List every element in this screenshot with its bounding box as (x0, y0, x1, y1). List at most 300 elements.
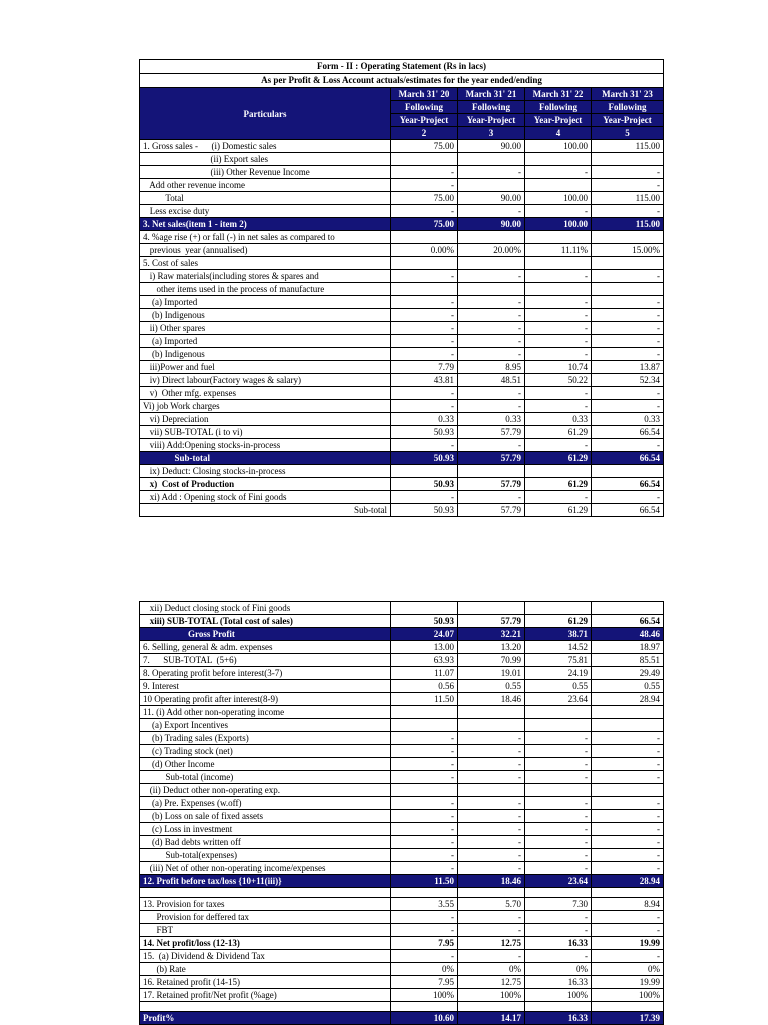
table-row (140, 888, 664, 898)
row-value: - (458, 797, 525, 810)
row-value: - (525, 745, 592, 758)
table-row (140, 179, 664, 192)
row-value (592, 719, 664, 732)
row-value: - (592, 309, 664, 322)
row-value: - (525, 400, 592, 413)
row-value: - (391, 911, 458, 924)
row-value: - (391, 205, 458, 218)
row-value: 57.79 (458, 478, 525, 491)
row-value: - (592, 322, 664, 335)
row-value: 61.29 (525, 615, 592, 628)
column-number: 4 (525, 127, 592, 140)
row-value: - (391, 823, 458, 836)
row-value: 18.97 (592, 641, 664, 654)
row-value: - (458, 400, 525, 413)
row-value: - (391, 810, 458, 823)
row-value: - (525, 309, 592, 322)
table-row (140, 400, 664, 413)
row-value: 8.95 (458, 361, 525, 374)
table-row (140, 387, 664, 400)
row-label: other items used in the process of manufacture (140, 283, 391, 296)
row-value: 75.00 (391, 192, 458, 205)
row-value: - (391, 179, 458, 192)
table-row (140, 335, 664, 348)
row-value: - (592, 823, 664, 836)
row-value (391, 1002, 458, 1012)
row-value: - (592, 491, 664, 504)
table-row (140, 745, 664, 758)
row-value: 8.94 (592, 898, 664, 911)
table-row (140, 862, 664, 875)
row-value: - (525, 322, 592, 335)
row-value: 75.00 (391, 140, 458, 153)
column-line2: Year-Project (458, 114, 525, 127)
row-value (458, 602, 525, 615)
row-value: - (525, 810, 592, 823)
row-value: - (525, 491, 592, 504)
row-value: 61.29 (525, 478, 592, 491)
table-row (140, 836, 664, 849)
row-value: - (592, 758, 664, 771)
row-value (525, 784, 592, 797)
row-value: 19.01 (458, 667, 525, 680)
row-value: - (391, 732, 458, 745)
row-value: - (391, 836, 458, 849)
row-value: 3.55 (391, 898, 458, 911)
row-value (391, 465, 458, 478)
table-row (140, 491, 664, 504)
table-row (140, 989, 664, 1002)
row-value: - (525, 862, 592, 875)
row-label: (c) Trading stock (net) (140, 745, 391, 758)
form-title: Form - II : Operating Statement (Rs in lacs) (140, 60, 664, 74)
row-value: - (458, 862, 525, 875)
row-value (458, 153, 525, 166)
row-value: - (391, 950, 458, 963)
row-value (391, 257, 458, 270)
row-value: - (525, 823, 592, 836)
column-date: March 31' 21 (458, 88, 525, 101)
row-value: 0.33 (391, 413, 458, 426)
row-value: 61.29 (525, 426, 592, 439)
row-value: - (391, 758, 458, 771)
row-value: 15.00% (592, 244, 664, 257)
row-value: - (458, 439, 525, 452)
table-row (140, 244, 664, 257)
row-value: - (391, 400, 458, 413)
row-label: Sub-total (income) (140, 771, 391, 784)
row-value: 100% (592, 989, 664, 1002)
row-value (391, 283, 458, 296)
row-value: - (458, 309, 525, 322)
row-value: - (391, 745, 458, 758)
row-label: (a) Export Incentives (140, 719, 391, 732)
row-value: 66.54 (592, 615, 664, 628)
row-value: - (458, 732, 525, 745)
row-value: - (592, 862, 664, 875)
table-row (140, 270, 664, 283)
row-value (592, 602, 664, 615)
row-value: - (592, 810, 664, 823)
row-value: 57.79 (458, 426, 525, 439)
row-value: 13.87 (592, 361, 664, 374)
row-value: - (525, 348, 592, 361)
row-value: - (525, 387, 592, 400)
row-value (458, 888, 525, 898)
row-value: - (525, 797, 592, 810)
row-label: Sub-total (140, 452, 391, 465)
row-value: - (592, 911, 664, 924)
row-value: - (592, 732, 664, 745)
column-line1: Following (458, 101, 525, 114)
row-value: - (592, 387, 664, 400)
table-row (140, 797, 664, 810)
row-value (525, 283, 592, 296)
column-line2: Year-Project (391, 114, 458, 127)
row-label: 8. Operating profit before interest(3-7) (140, 667, 391, 680)
table-row (140, 693, 664, 706)
row-value: 115.00 (592, 218, 664, 231)
table-row (140, 348, 664, 361)
row-label: iv) Direct labour(Factory wages & salary) (140, 374, 391, 387)
row-value (458, 706, 525, 719)
row-value: - (525, 911, 592, 924)
row-value (391, 706, 458, 719)
row-value: 70.99 (458, 654, 525, 667)
row-label: (d) Bad debts written off (140, 836, 391, 849)
particulars-header: Particulars (140, 88, 391, 140)
row-value: 0.56 (391, 680, 458, 693)
row-value: 18.46 (458, 875, 525, 888)
row-value: 28.94 (592, 693, 664, 706)
row-value (592, 231, 664, 244)
column-date: March 31' 23 (592, 88, 664, 101)
row-label: Less excise duty (140, 205, 391, 218)
row-value: 20.00% (458, 244, 525, 257)
row-label: 3. Net sales(item 1 - item 2) (140, 218, 391, 231)
row-value: - (525, 849, 592, 862)
row-value: - (592, 166, 664, 179)
row-label: Gross Profit (140, 628, 391, 641)
row-label: vi) Depreciation (140, 413, 391, 426)
row-label: 5. Cost of sales (140, 257, 391, 270)
row-value (391, 153, 458, 166)
row-value (458, 1002, 525, 1012)
row-value (391, 719, 458, 732)
table-row (140, 374, 664, 387)
row-label: Vi) job Work charges (140, 400, 391, 413)
row-value: 13.20 (458, 641, 525, 654)
table-row (140, 667, 664, 680)
row-value: - (592, 745, 664, 758)
row-value: - (458, 911, 525, 924)
row-label: Sub-total(expenses) (140, 849, 391, 862)
table-row (140, 231, 664, 244)
row-value: - (391, 387, 458, 400)
row-value (592, 465, 664, 478)
row-label: 10 Operating profit after interest(8-9) (140, 693, 391, 706)
row-value: - (592, 797, 664, 810)
row-label: xii) Deduct closing stock of Fini goods (140, 602, 391, 615)
form-subtitle: As per Profit & Loss Account actuals/estimates for the year ended/ending (140, 74, 664, 88)
table-row (140, 823, 664, 836)
row-value: 16.33 (525, 1012, 592, 1025)
row-label: (a) Imported (140, 335, 391, 348)
column-date: March 31' 20 (391, 88, 458, 101)
table-row (140, 641, 664, 654)
table-row (140, 166, 664, 179)
row-label: xi) Add : Opening stock of Fini goods (140, 491, 391, 504)
row-value: - (458, 924, 525, 937)
row-label: (a) Pre. Expenses (w.off) (140, 797, 391, 810)
row-value: 75.00 (391, 218, 458, 231)
table-row (140, 218, 664, 231)
table-row (140, 309, 664, 322)
row-value: - (458, 387, 525, 400)
row-value: - (458, 810, 525, 823)
row-value: - (458, 270, 525, 283)
table-row (140, 706, 664, 719)
table-row (140, 1002, 664, 1012)
column-line2: Year-Project (525, 114, 592, 127)
row-value: 0.55 (525, 680, 592, 693)
table-row (140, 849, 664, 862)
row-value: 0.33 (525, 413, 592, 426)
row-value: - (525, 205, 592, 218)
row-value: 115.00 (592, 140, 664, 153)
row-value: 23.64 (525, 875, 592, 888)
table-row (140, 192, 664, 205)
row-value: - (391, 322, 458, 335)
table-row (140, 615, 664, 628)
row-value: - (391, 335, 458, 348)
row-value: 18.46 (458, 693, 525, 706)
row-value: 16.33 (525, 937, 592, 950)
row-value: 16.33 (525, 976, 592, 989)
row-value: 29.49 (592, 667, 664, 680)
row-value: - (592, 296, 664, 309)
row-value: - (458, 745, 525, 758)
row-value: 23.64 (525, 693, 592, 706)
table-row (140, 413, 664, 426)
row-label: 9. Interest (140, 680, 391, 693)
row-label (140, 1002, 391, 1012)
row-value (525, 465, 592, 478)
row-label: (b) Trading sales (Exports) (140, 732, 391, 745)
row-label: (b) Indigenous (140, 309, 391, 322)
column-number: 3 (458, 127, 525, 140)
row-value: - (458, 950, 525, 963)
row-value: - (592, 270, 664, 283)
row-value: - (592, 771, 664, 784)
row-value: 100% (391, 989, 458, 1002)
row-value: 52.34 (592, 374, 664, 387)
row-value: 5.70 (458, 898, 525, 911)
row-value: - (592, 439, 664, 452)
row-value: - (525, 950, 592, 963)
row-value (391, 231, 458, 244)
row-label: Provision for deffered tax (140, 911, 391, 924)
row-value: 0.55 (592, 680, 664, 693)
row-value (525, 888, 592, 898)
table-row (140, 504, 664, 517)
row-value: - (458, 849, 525, 862)
row-label: Profit% (140, 1012, 391, 1025)
row-value: 32.21 (458, 628, 525, 641)
row-value: 13.00 (391, 641, 458, 654)
column-date: March 31' 22 (525, 88, 592, 101)
row-label: Total (140, 192, 391, 205)
row-value (592, 257, 664, 270)
row-value: 100.00 (525, 218, 592, 231)
row-value: - (592, 179, 664, 192)
operating-statement-table-2 (139, 601, 664, 1025)
row-value: 0.00% (391, 244, 458, 257)
row-label: 16. Retained profit (14-15) (140, 976, 391, 989)
row-value: 24.19 (525, 667, 592, 680)
table-row (140, 465, 664, 478)
row-value: - (525, 836, 592, 849)
row-value (592, 888, 664, 898)
row-value: 100% (458, 989, 525, 1002)
table-row (140, 1012, 664, 1025)
table-row (140, 771, 664, 784)
row-value (525, 719, 592, 732)
row-value (592, 153, 664, 166)
row-value: - (458, 322, 525, 335)
table-row (140, 452, 664, 465)
row-label: i) Raw materials(including stores & spares and (140, 270, 391, 283)
row-value: - (525, 270, 592, 283)
row-value: - (391, 439, 458, 452)
table-row (140, 924, 664, 937)
row-value (525, 231, 592, 244)
row-value: - (391, 166, 458, 179)
row-value: 0% (592, 963, 664, 976)
table-row (140, 810, 664, 823)
row-label: 17. Retained profit/Net profit (%age) (140, 989, 391, 1002)
row-label: Sub-total (140, 504, 391, 517)
table-row (140, 439, 664, 452)
row-value: - (391, 924, 458, 937)
row-label: 11. (i) Add other non-operating income (140, 706, 391, 719)
row-value: 66.54 (592, 504, 664, 517)
row-value: - (592, 924, 664, 937)
row-value: - (458, 205, 525, 218)
row-value: - (458, 348, 525, 361)
row-value: - (592, 400, 664, 413)
table-row (140, 950, 664, 963)
row-value: - (525, 166, 592, 179)
row-value: 50.93 (391, 452, 458, 465)
row-value (458, 784, 525, 797)
table-row (140, 361, 664, 374)
row-label: FBT (140, 924, 391, 937)
row-label: 13. Provision for taxes (140, 898, 391, 911)
column-line2: Year-Project (592, 114, 664, 127)
row-value: - (525, 924, 592, 937)
row-value: 100% (525, 989, 592, 1002)
row-value: 57.79 (458, 504, 525, 517)
row-label: viii) Add:Opening stocks-in-process (140, 439, 391, 452)
row-label: (b) Indigenous (140, 348, 391, 361)
row-value (458, 257, 525, 270)
table-row (140, 719, 664, 732)
row-value (592, 706, 664, 719)
row-label: 4. %age rise (+) or fall (-) in net sales as compared to (140, 231, 391, 244)
row-value: 0.33 (592, 413, 664, 426)
operating-statement-table-1 (139, 59, 664, 517)
row-value: - (391, 862, 458, 875)
row-value: 7.95 (391, 976, 458, 989)
row-value: - (592, 849, 664, 862)
row-value: 12.75 (458, 976, 525, 989)
row-value: 0% (458, 963, 525, 976)
table-row (140, 153, 664, 166)
row-value: 90.00 (458, 140, 525, 153)
row-value: 90.00 (458, 218, 525, 231)
row-value (458, 719, 525, 732)
row-label: 7. SUB-TOTAL (5+6) (140, 654, 391, 667)
row-label: (ii) Export sales (140, 153, 391, 166)
row-value: 14.52 (525, 641, 592, 654)
table-row (140, 296, 664, 309)
row-value: - (391, 270, 458, 283)
column-line1: Following (391, 101, 458, 114)
row-value: - (391, 309, 458, 322)
row-value: 17.39 (592, 1012, 664, 1025)
row-value: - (458, 296, 525, 309)
row-value: 11.11% (525, 244, 592, 257)
table-row (140, 976, 664, 989)
row-value (525, 706, 592, 719)
row-value: 0.33 (458, 413, 525, 426)
row-label: vii) SUB-TOTAL (i to vi) (140, 426, 391, 439)
row-value: - (592, 205, 664, 218)
row-value (592, 1002, 664, 1012)
row-value: - (391, 797, 458, 810)
row-value: 61.29 (525, 504, 592, 517)
row-value: 57.79 (458, 615, 525, 628)
row-label: (d) Other Income (140, 758, 391, 771)
row-value: - (391, 348, 458, 361)
row-value: 0% (525, 963, 592, 976)
row-value: 90.00 (458, 192, 525, 205)
row-value: - (458, 491, 525, 504)
row-value: 100.00 (525, 192, 592, 205)
row-value: 38.71 (525, 628, 592, 641)
row-value (391, 888, 458, 898)
row-value: 50.93 (391, 504, 458, 517)
row-label: (ii) Deduct other non-operating exp. (140, 784, 391, 797)
row-value: 43.81 (391, 374, 458, 387)
row-label: previous year (annualised) (140, 244, 391, 257)
row-value: 7.30 (525, 898, 592, 911)
row-value: - (458, 771, 525, 784)
row-value: 10.60 (391, 1012, 458, 1025)
row-value: 48.51 (458, 374, 525, 387)
row-value: - (458, 166, 525, 179)
row-value: - (391, 849, 458, 862)
row-value (592, 283, 664, 296)
row-value (391, 784, 458, 797)
table-row (140, 257, 664, 270)
row-value: 7.95 (391, 937, 458, 950)
row-value: 28.94 (592, 875, 664, 888)
row-label: 14. Net profit/loss (12-13) (140, 937, 391, 950)
row-value: - (525, 335, 592, 348)
table-row (140, 628, 664, 641)
